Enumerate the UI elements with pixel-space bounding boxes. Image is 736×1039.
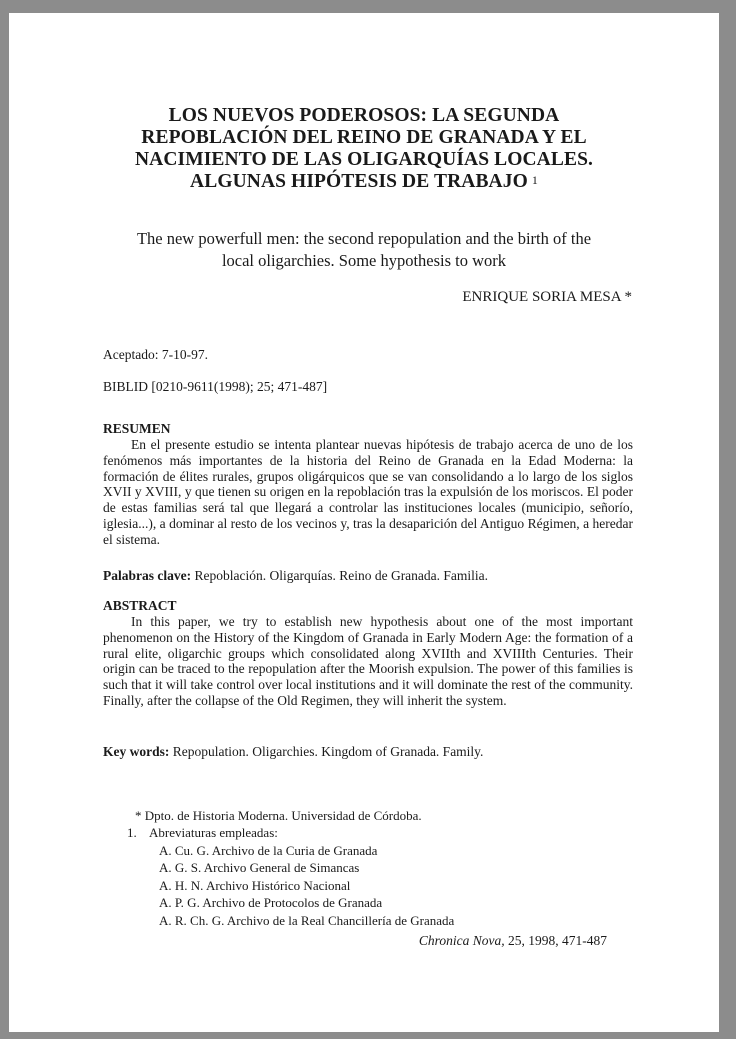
footnote-title: Abreviaturas empleadas: bbox=[149, 825, 278, 840]
keywords-label: Key words: bbox=[103, 744, 170, 759]
journal-volume: 25, 1998, 471-487 bbox=[508, 933, 607, 948]
journal-citation bbox=[419, 933, 607, 949]
list-item: A. Cu. G. Archivo de la Curia de Granada bbox=[159, 843, 378, 858]
footnote-affiliation: * Dpto. de Historia Moderna. Universidad de Córdoba. bbox=[135, 808, 422, 823]
title-footnote-mark: 1 bbox=[531, 173, 538, 187]
resumen-heading: RESUMEN bbox=[103, 421, 171, 436]
keywords-text: Repopulation. Oligarchies. Kingdom of Granada. Family. bbox=[172, 744, 484, 759]
list-item: A. P. G. Archivo de Protocolos de Granada bbox=[159, 895, 383, 911]
accepted-date: Aceptado: 7-10-97. bbox=[103, 347, 208, 362]
title-line: LOS NUEVOS PODEROSOS: LA SEGUNDA bbox=[168, 105, 560, 126]
document-page bbox=[9, 13, 719, 1032]
keywords-english bbox=[103, 744, 483, 760]
subtitle-line: The new powerfull men: the second repopulation and the birth of the bbox=[136, 229, 592, 248]
abbreviation-list bbox=[159, 842, 454, 929]
biblid: BIBLID [0210-9611(1998); 25; 471-487] bbox=[103, 379, 328, 394]
author-name: ENRIQUE SORIA MESA * bbox=[462, 289, 632, 305]
list-item: A. H. N. Archivo Histórico Nacional bbox=[159, 877, 351, 893]
abstract-text: In this paper, we try to establish new hypothesis about one of the most important phenomenon on the History of the Kingdom of Granada in Early Modern Age: the formation of a rural elite, oligarchic groups which consolidated along XVIIth and XVIIIth Centuries. Their origin can be traced to the repopulation after the Moorish expulsion. The power of this families is such that it will take control over local institutions and it will dominate the rest of the community. Finally, after the collapse of the Old Regimen, they will inherit the system. bbox=[103, 614, 633, 708]
footnote-number: 1. bbox=[127, 825, 137, 840]
english-subtitle bbox=[89, 228, 639, 272]
footnote-1 bbox=[127, 825, 278, 841]
keywords-label: Palabras clave: bbox=[103, 568, 192, 583]
list-item: A. R. Ch. G. Archivo de la Real Chancillería de Granada bbox=[159, 912, 455, 928]
resumen-text: En el presente estudio se intenta plantear nuevas hipótesis de trabajo acerca de uno de los fenómenos más importantes de la historia del Reino de Granada en la Edad Moderna: la formación de élites rurales, grupos oligárquicos que se van consolidando a lo largo de los siglos XVII y XVIII, y que tienen su origen en la repoblación tras la expulsión de los moriscos. El poder de estas familias será tal que llegará a controlar las instituciones locales (municipio, señorío, iglesia...), a dominar al resto de los vecinos y, tras la desaparición del Antiguo Régimen, a heredar el sistema. bbox=[103, 437, 633, 547]
article-title bbox=[69, 105, 659, 193]
journal-name: Chronica Nova, bbox=[418, 933, 505, 948]
keywords-text: Repoblación. Oligarquías. Reino de Granada. Familia. bbox=[194, 568, 489, 583]
title-line: NACIMIENTO DE LAS OLIGARQUÍAS LOCALES. bbox=[135, 149, 593, 170]
subtitle-line: local oligarchies. Some hypothesis to work bbox=[221, 251, 507, 270]
title-line: ALGUNAS HIPÓTESIS DE TRABAJO $^1$ bbox=[190, 171, 538, 192]
title-line: REPOBLACIÓN DEL REINO DE GRANADA Y EL bbox=[141, 127, 587, 148]
keywords-spanish bbox=[103, 568, 488, 584]
list-item: A. G. S. Archivo General de Simancas bbox=[159, 860, 360, 876]
abstract-heading: ABSTRACT bbox=[103, 598, 177, 613]
